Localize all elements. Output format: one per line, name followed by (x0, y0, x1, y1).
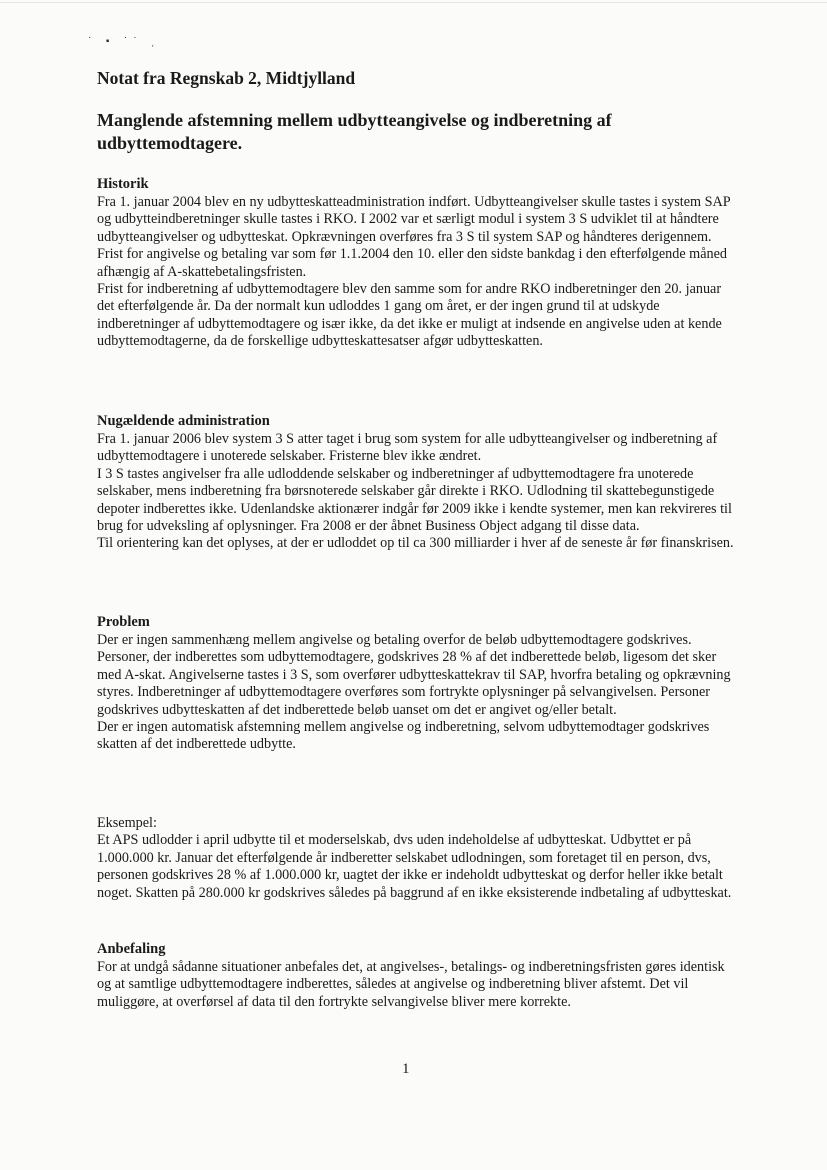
paragraph: Frist for indberetning af udbyttemodtagere blev den samme som for andre RKO indberetninger den 20. januar det efterfølgende år. Da der normalt kun udloddes 1 gang om året, er der ingen grund til at udskyde indberetninger af udbyttemodtagere og især ikke, da det ikke er muligt at indsende en angivelse uden at kende udbyttemodtagerne, da de forskellige udbytteskattesatser afgør udbytteskatten. (97, 281, 722, 350)
document-subtitle: Manglende afstemning mellem udbytteangivelse og indberetning af udbyttemodtagere. (97, 110, 612, 153)
paragraph: Personer, der indberettes som udbyttemodtagere, godskrives 28 % af det indberettede beløb, ligesom det sker med A-skat. Angivelserne tastes i 3 S, som overfører udbytteskattekrav til SAP, hvorfra betaling og opkrævning styres. Indberetninger af udbyttemodtagere overføres som fortrykte oplysninger på selvangivelsen. Personer godskrives udbytteskatten af det indberettede beløb uanset om det er angivet og/eller betalt. (97, 649, 731, 718)
paragraph: For at undgå sådanne situationer anbefales det, at angivelses-, betalings- og indberetningsfristen gøres identisk og at samtlige udbyttemodtagere indberettes, således at angivelse og indberetning bliver afstemt. Det vil muliggøre, at overførsel af data til den fortrykte selvangivelse bliver mere korrekte. (97, 959, 725, 1010)
paragraph: Fra 1. januar 2006 blev system 3 S atter taget i brug som system for alle udbytteangivelser og indberetning af udbyttemodtagere i unoterede selskaber. Fristerne blev ikke ændret. (97, 431, 718, 465)
paragraph: Til orientering kan det oplyses, at der er udloddet op til ca 300 milliarder i hver af de seneste år før finanskrisen. (97, 535, 734, 552)
section-heading: Problem (97, 614, 150, 630)
document-title: Notat fra Regnskab 2, Midtjylland (97, 68, 356, 88)
section-historik (97, 175, 737, 351)
section-problem (97, 613, 737, 754)
section-anbefaling (97, 940, 737, 1011)
section-eksempel (97, 815, 737, 902)
scan-specks: ˙ ▪ ˙˙ ͵ (88, 36, 161, 47)
section-nugaeldende-administration (97, 412, 737, 553)
scan-edge (0, 2, 827, 3)
paragraph: Der er ingen automatisk afstemning mellem angivelse og indberetning, selvom udbyttemodtager godskrives skatten af det indberettede udbytte. (97, 719, 710, 753)
section-heading: Nugældende administration (97, 413, 270, 429)
section-heading: Anbefaling (97, 941, 166, 957)
paragraph: Frist for angivelse og betaling var som før 1.1.2004 den 10. eller den sidste bankdag i den efterfølgende måned afhængig af A-skattebetalingsfristen. (97, 246, 727, 280)
page-number: 1 (402, 1061, 410, 1077)
paragraph: Der er ingen sammenhæng mellem angivelse og betaling overfor de beløb udbyttemodtagere godskrives. (97, 632, 692, 648)
section-heading: Eksempel: (97, 815, 157, 831)
paragraph: I 3 S tastes angivelser fra alle udloddende selskaber og indberetninger af udbyttemodtagere fra unoterede selskaber, mens indberetning fra børsnoterede selskaber går direkte i RKO. Udlodning til skattebegunstigede depoter indberettes ikke. Udenlandske aktionærer indgår før 2009 ikke i kendte systemer, men kan rekvireres til brug for udveksling af oplysninger. Fra 2008 er der åbnet Business Object adgang til disse data. (97, 465, 732, 535)
section-heading: Historik (97, 176, 149, 192)
paragraph: Fra 1. januar 2004 blev en ny udbytteskatteadministration indført. Udbytteangivelser skulle tastes i system SAP og udbytteindberetninger skulle tastes i RKO. I 2002 var et særligt modul i system 3 S udviklet til at håndtere udbytteangivelser og udbytteskat. Opkrævningen overføres fra 3 S til system SAP og håndteres derigennem. (97, 194, 731, 245)
paragraph: Et APS udlodder i april udbytte til et moderselskab, dvs uden indeholdelse af udbytteskat. Udbyttet er på 1.000.000 kr. Januar det efterfølgende år indberetter selskabet udlodningen, som foretaget til en person, dvs, personen godskrives 28 % af 1.000.000 kr, uagtet der ikke er indeholdt udbytteskat og derfor heller ikke betalt noget. Skatten på 280.000 kr godskrives således på baggrund af en ikke eksisterende indbetaling af udbytteskat. (97, 832, 732, 901)
